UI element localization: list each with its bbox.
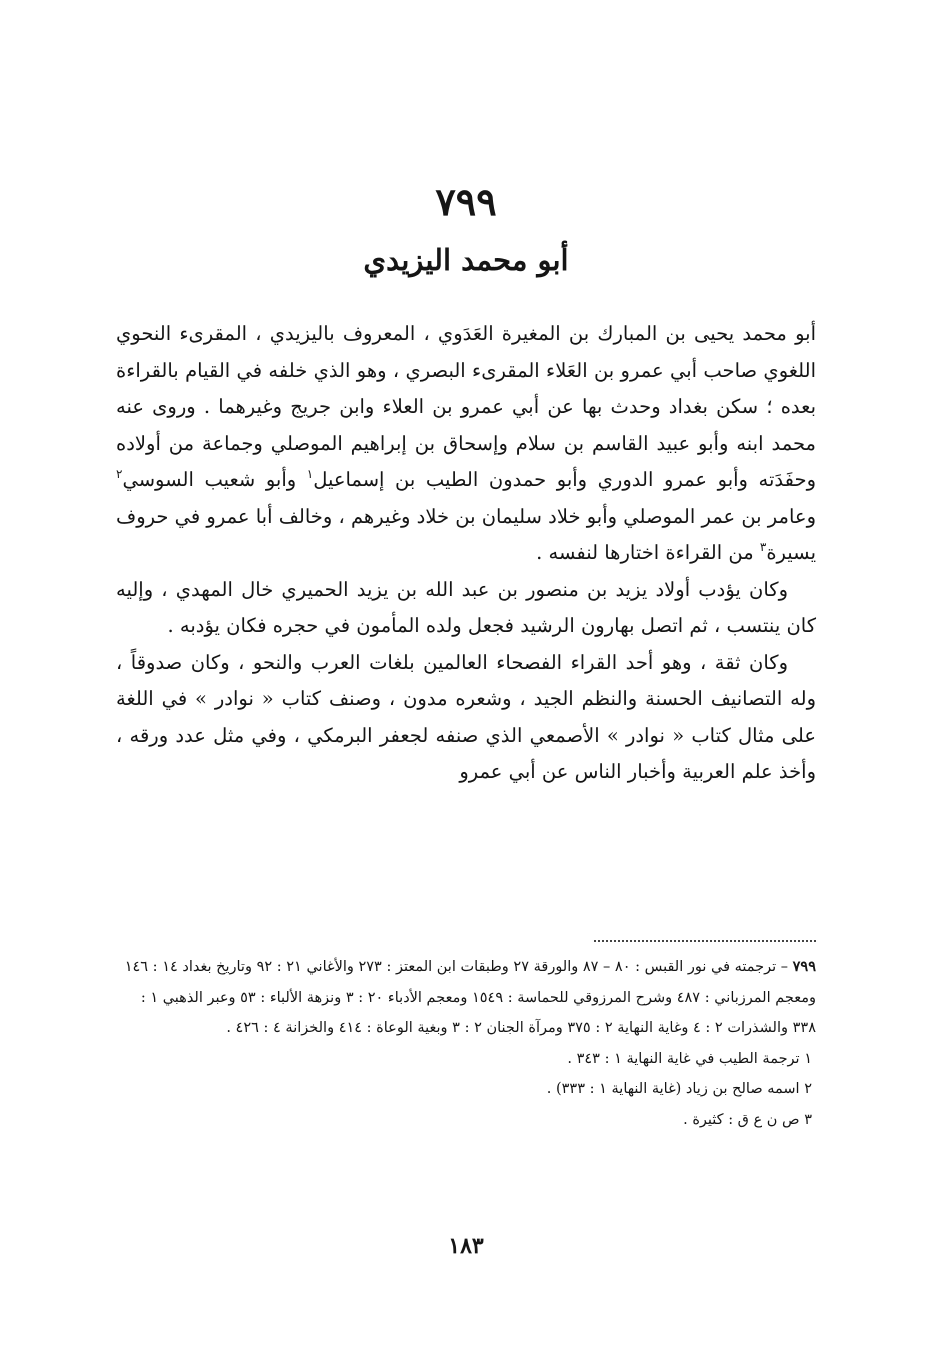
footnotes (116, 952, 816, 1135)
paragraph-1-part-a: أبو محمد يحيى بن المبارك بن المغيرة العَدَوي ، المعروف باليزيدي ، المقرىء النحوي اللغوي صاحب أبي عمرو بن العَلاء المقرىء البصري ، وهو الذي خلفه في القيام بالقراءة بعده ؛ سكن بغداد وحدث بها عن أبي عمرو بن العلاء وابن جريج وغيرهما . وروى عنه محمد ابنه وأبو عبيد القاسم بن سلام وإسحاق بن إبراهيم الموصلي وجماعة من أولاده وحفَدَته وأبو عمرو الدوري وأبو حمدون الطيب بن إسماعيل (116, 322, 816, 491)
page-number: ١٨٣ (448, 1233, 484, 1259)
footnote-1: ١ ترجمة الطيب في غاية النهاية ١ : ٣٤٣ . (567, 1050, 812, 1067)
sources-note-number: ٧٩٩ (792, 958, 816, 975)
paragraph-1-part-b: وأبو شعيب السوسي (122, 468, 307, 491)
paragraph-1-part-d: من القراءة اختارها لنفسه . (536, 541, 760, 564)
body-text (116, 316, 816, 791)
footnote-ref-1: ١ (306, 467, 314, 481)
footnote-ref-2: ٢ (116, 467, 123, 481)
footnote-ref-3: ٣ (759, 540, 767, 554)
paragraph-2: وكان يؤدب أولاد يزيد بن منصور بن عبد الله بن يزيد الحميري خال المهدي ، وإليه كان ينتسب ، ثم اتصل بهارون الرشيد فجعل ولده المأمون في حجره فكان يؤدبه . (116, 577, 816, 637)
sources-note (116, 952, 816, 1044)
footnote-divider (594, 940, 816, 942)
footnote-2: ٢ اسمه صالح بن زياد (غاية النهاية ١ : ٣٣٣) . (546, 1081, 812, 1097)
paragraph-1-part-c: وعامر بن عمر الموصلي وأبو خلاد سليمان بن خلاد وغيرهم ، وخالف أبا عمرو في حروف يسيرة (116, 504, 816, 564)
paragraph-1 (116, 316, 816, 572)
entry-title: أبو محمد اليزيدي (363, 243, 569, 277)
footnote-3: ٣ ص ن ع ق : كثيرة . (683, 1111, 812, 1128)
paragraph-3: وكان ثقة ، وهو أحد القراء الفصحاء العالمين بلغات العرب والنحو ، وكان صدوقاً ، وله التصانيف الحسنة والنظم الجيد ، وشعره مدون ، وصنف كتاب « نوادر » في اللغة على مثال كتاب « نوادر » الأصمعي الذي صنفه لجعفر البرمكي ، وفي مثل عدد ورقه ، وأخذ علم العربية وأخبار الناس عن أبي عمرو (116, 650, 816, 783)
sources-note-text: – ترجمته في نور القبس : ٨٠ – ٨٧ والورقة ٢٧ وطبقات ابن المعتز : ٢٧٣ والأغاني ٢١ : ٩٢ وتاريخ بغداد ١٤ : ١٤٦ ومعجم المرزباني : ٤٨٧ وشرح المرزوقي للحماسة : ١٥٤٩ ومعجم الأدباء ٢٠ : ٣ ونزهة الألباء : ٥٣ وعبر الذهبي ١ : ٣٣٨ والشذرات ٢ : ٤ وغاية النهاية ٢ : ٣٧٥ ومرآة الجنان ٢ : ٣ وبغية الوعاة : ٤١٤ والخزانة ٤ : ٤٢٦ . (124, 959, 816, 1036)
entry-number: ٧٩٩ (435, 179, 497, 224)
